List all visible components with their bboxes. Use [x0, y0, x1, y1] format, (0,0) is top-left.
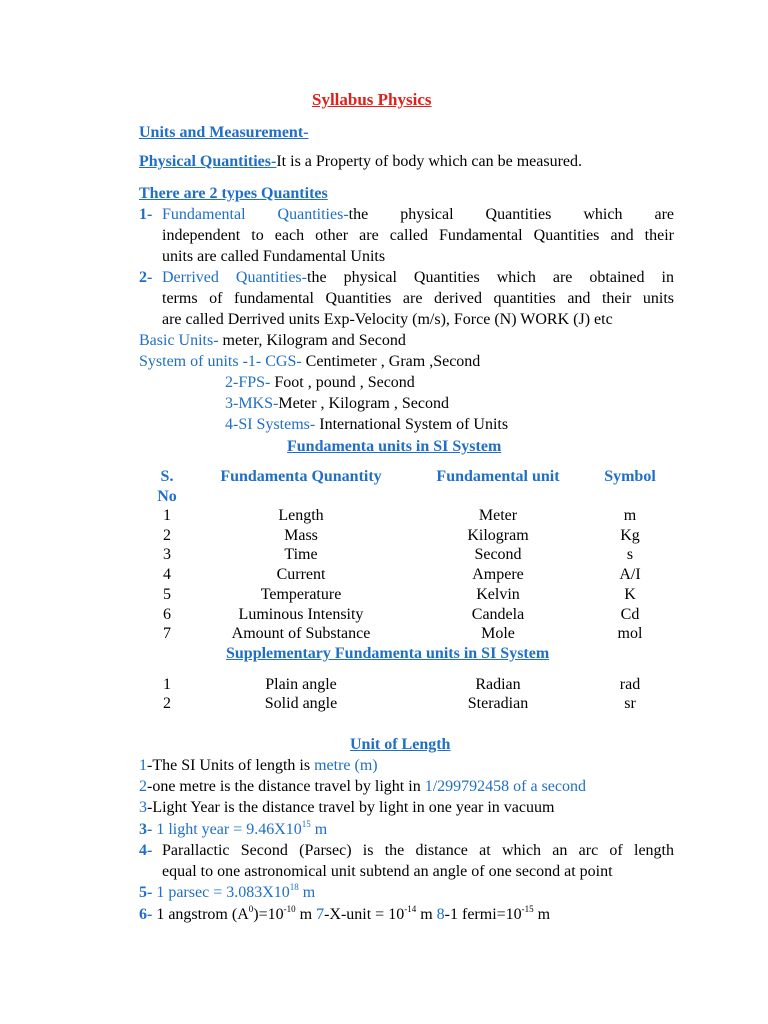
length-line-2: [139, 777, 586, 797]
length-1-val: metre (m): [314, 757, 378, 774]
length-line-3: [139, 798, 554, 818]
basic-units-line: [139, 331, 406, 351]
si-row-1-sno: 1: [163, 507, 171, 524]
si-row-6-unit: Candela: [471, 605, 525, 623]
parsec-a: 1 parsec = 3.083X10: [156, 884, 290, 901]
type-2-line2: terms of fundamental Quantities are derived quantities and their units: [162, 290, 674, 307]
length-5-num: 4-: [139, 842, 153, 859]
length-1-text: -The SI Units of length is: [147, 757, 315, 774]
system-cgs-text: Centimeter , Gram ,Second: [301, 353, 481, 370]
length-2-val: 1/299792458 of a second: [424, 778, 587, 795]
fermi-a: -1 fermi=10: [444, 906, 522, 923]
header-s: S.: [160, 468, 174, 485]
header-quantity: Fundamenta Qunantity: [220, 468, 382, 485]
si-row-6-quantity: Luminous Intensity: [238, 605, 364, 623]
si-row-1-symbol: m: [623, 507, 637, 524]
length-6-num: 5-: [139, 884, 153, 901]
length-4-num: 3-: [139, 821, 153, 838]
system-mks-text: Meter , Kilogram , Second: [278, 395, 449, 412]
type-1-line1: [162, 205, 674, 225]
length-8-num: 8: [436, 906, 445, 923]
basic-units-text: meter, Kilogram and Second: [218, 332, 406, 349]
light-year-a: 1 light year = 9.46X10: [156, 821, 302, 838]
supp-row-1-symbol: rad: [619, 676, 641, 693]
header-symbol: Symbol: [604, 468, 656, 485]
type-1-text: the physical Quantities which are: [348, 206, 674, 223]
parsec-b: m: [298, 884, 316, 901]
si-row-2-sno: 2: [163, 526, 171, 544]
si-row-5-quantity: Temperature: [260, 585, 342, 603]
si-row-2-symbol: Kg: [620, 526, 640, 544]
system-fps-label: 2-FPS-: [225, 374, 271, 391]
angstrom-a: 1 angstrom (A: [152, 906, 249, 923]
angstrom-sup: 0: [248, 904, 254, 914]
system-si-text: International System of Units: [315, 416, 509, 433]
physical-quantities-line: [139, 152, 582, 172]
type-2-number: 2-: [139, 269, 153, 286]
parsec-def-line1: Parallactic Second (Parsec) is the distance at which an arc of length: [162, 842, 674, 859]
supp-row-2-quantity: Solid angle: [264, 695, 338, 712]
si-row-4-unit: Ampere: [472, 566, 524, 584]
page-title: Syllabus Physics: [312, 90, 432, 109]
parsec-exp: 18: [289, 882, 299, 892]
si-row-7-symbol: mol: [617, 625, 643, 643]
si-row-2-unit: Kilogram: [467, 526, 529, 544]
type-2-line3: are called Derrived units Exp-Velocity (m/s), Force (N) WORK (J) etc: [162, 311, 613, 328]
basic-units-term: Basic Units-: [139, 332, 219, 349]
supp-row-1-quantity: Plain angle: [265, 676, 337, 693]
header-unit: Fundamental unit: [436, 468, 560, 485]
si-row-1-quantity: Length: [278, 507, 324, 524]
length-3-text: -Light Year is the distance travel by light in one year in vacuum: [147, 799, 555, 816]
si-row-4-sno: 4: [163, 566, 171, 584]
system-si-label: 4-SI Systems-: [225, 416, 316, 433]
si-row-6-symbol: Cd: [620, 605, 640, 623]
si-row-5-symbol: K: [624, 585, 636, 603]
length-line-1: [139, 756, 378, 776]
length-1-num: 1: [139, 757, 147, 774]
si-row-7-quantity: Amount of Substance: [231, 625, 371, 643]
si-row-3-unit: Second: [474, 546, 522, 564]
angstrom-c: m: [295, 906, 317, 923]
angstrom-b: )=10: [253, 906, 284, 923]
light-year-value: [156, 821, 327, 838]
length-line-4: [139, 820, 327, 840]
xunit-a: -X-unit = 10: [324, 906, 405, 923]
supp-row-1-sno: 1: [163, 676, 171, 693]
supp-row-2-symbol: sr: [624, 695, 636, 712]
length-line-7: [139, 905, 550, 925]
length-heading: Unit of Length: [350, 736, 451, 753]
length-7b-num: 7: [316, 906, 325, 923]
xunit-b: m: [416, 906, 437, 923]
si-row-1-unit: Meter: [478, 507, 518, 524]
si-row-7-sno: 7: [163, 625, 171, 643]
parsec-def-line2: equal to one astronomical unit subtend an angle of one second at point: [162, 863, 613, 880]
table-title: Fundamenta units in SI System: [287, 438, 502, 455]
length-2-text: -one metre is the distance travel by light in: [147, 778, 425, 795]
length-line-6: [139, 883, 315, 903]
supp-row-1-unit: Radian: [475, 676, 521, 693]
physical-quantities-def: It is a Property of body which can be measured.: [276, 153, 583, 170]
fermi-b: m: [533, 906, 551, 923]
system-label: System of units -1- CGS-: [139, 353, 302, 370]
light-year-b: m: [310, 821, 328, 838]
system-cgs-line: [139, 352, 480, 372]
parsec-value: [156, 884, 315, 901]
supp-title: Supplementary Fundamenta units in SI System: [226, 645, 550, 662]
type-1-number: 1-: [139, 206, 153, 223]
type-2-line1: [162, 268, 674, 288]
type-2-term: Derrived Quantities-: [162, 269, 307, 286]
si-row-6-sno: 6: [163, 605, 171, 623]
fermi-exp: -15: [521, 904, 534, 914]
si-row-3-symbol: s: [626, 546, 634, 564]
system-fps-line: [225, 373, 415, 393]
system-fps-text: Foot , pound , Second: [270, 374, 415, 391]
header-no: No: [157, 488, 177, 505]
supp-row-2-unit: Steradian: [467, 695, 529, 712]
si-row-2-quantity: Mass: [284, 526, 318, 544]
section-units-measurement: Units and Measurement-: [139, 124, 309, 141]
si-row-4-symbol: A/I: [619, 566, 641, 584]
angstrom-exp: -10: [283, 904, 296, 914]
si-row-4-quantity: Current: [276, 566, 326, 584]
xunit-exp: -14: [404, 904, 417, 914]
system-mks-line: [225, 394, 449, 414]
system-si-line: [225, 415, 508, 435]
si-row-5-unit: Kelvin: [476, 585, 520, 603]
si-row-3-quantity: Time: [284, 546, 318, 564]
si-row-3-sno: 3: [163, 546, 171, 564]
type-1-line3: units are called Fundamental Units: [162, 248, 386, 265]
physical-quantities-term: Physical Quantities-: [139, 153, 277, 170]
types-heading: There are 2 types Quantites: [139, 185, 328, 202]
si-row-7-unit: Mole: [481, 625, 515, 643]
supp-row-2-sno: 2: [163, 695, 171, 712]
type-1-line2: independent to each other are called Fundamental Quantities and their: [162, 227, 674, 244]
type-2-text: the physical Quantities which are obtained in: [307, 269, 675, 286]
system-mks-label: 3-MKS-: [225, 395, 279, 412]
length-7-num: 6-: [139, 906, 153, 923]
si-row-5-sno: 5: [163, 585, 171, 603]
length-3-num: 3: [139, 799, 147, 816]
length-2-num: 2: [139, 778, 147, 795]
type-1-term: Fundamental Quantities-: [162, 206, 349, 223]
light-year-exp: 15: [301, 819, 311, 829]
